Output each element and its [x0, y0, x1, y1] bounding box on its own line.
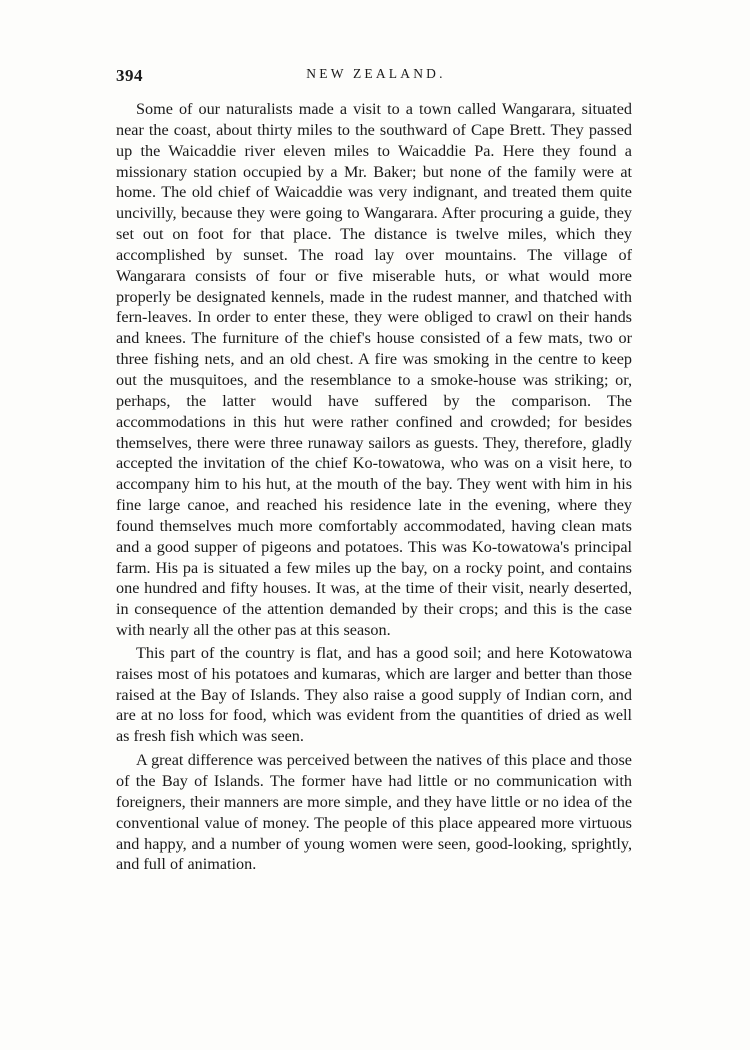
- running-title: NEW ZEALAND.: [306, 66, 446, 81]
- paragraph-natives-comparison: A great difference was perceived between the natives of this place and those of the Bay of Islands. The former have had little or no communication with foreigners, their manners are more simple, and they have little or no idea of the conventional value of money. The people of this place appeared more virtuous and happy, and a number of young women were seen, good-looking, sprightly, and full of animation.: [116, 751, 632, 874]
- page-number: 394: [116, 66, 143, 85]
- paragraph-country-description: This part of the country is flat, and has a good soil; and here Kotowatowa raises most of his potatoes and kumaras, which are larger and better than those raised at the Bay of Islands. They also raise a good supply of Indian corn, and are at no loss for food, which was evident from the quantities of dried as well as fresh fish which was seen.: [116, 643, 632, 746]
- body-text: [116, 99, 632, 875]
- paragraph-naturalists-visit: Some of our naturalists made a visit to a town called Wangarara, situated near the coast, about thirty miles to the southward of Cape Brett. They passed up the Waicaddie river eleven miles to Waicaddie Pa. Here they found a missionary station occupied by a Mr. Baker; but none of the family were at home. The old chief of Waicaddie was very indignant, and treated them quite uncivilly, because they were going to Wangarara. After procuring a guide, they set out on foot for that place. The distance is twelve miles, which they accomplished by sunset. The road lay over mountains. The village of Wangarara consists of four or five miserable huts, or what would more properly be designated kennels, made in the rudest manner, and thatched with fern-leaves. In order to enter these, they were obliged to crawl on their hands and knees. The furniture of the chief's house consisted of a few mats, two or three fishing nets, and an old chest. A fire was smoking in the centre to keep out the musquitoes, and the resemblance to a smoke-house was striking; or, perhaps, the latter would have suffered by the comparison. The accommodations in this hut were rather confined and crowded; for besides themselves, there were three runaway sailors as guests. They, therefore, gladly accepted the invitation of the chief Ko-towatowa, who was on a visit here, to accompany him to his hut, at the mouth of the bay. They went with him in his fine large canoe, and reached his residence late in the evening, where they found themselves much more comfortably accommodated, having clean mats and a good supper of pigeons and potatoes. This was Ko-towatowa's principal farm. His pa is situated a few miles up the bay, on a rocky point, and contains one hundred and fifty houses. It was, at the time of their visit, nearly deserted, in consequence of the attention demanded by their crops; and this is the case with nearly all the other pas at this season.: [116, 100, 632, 640]
- page-header: [116, 66, 636, 92]
